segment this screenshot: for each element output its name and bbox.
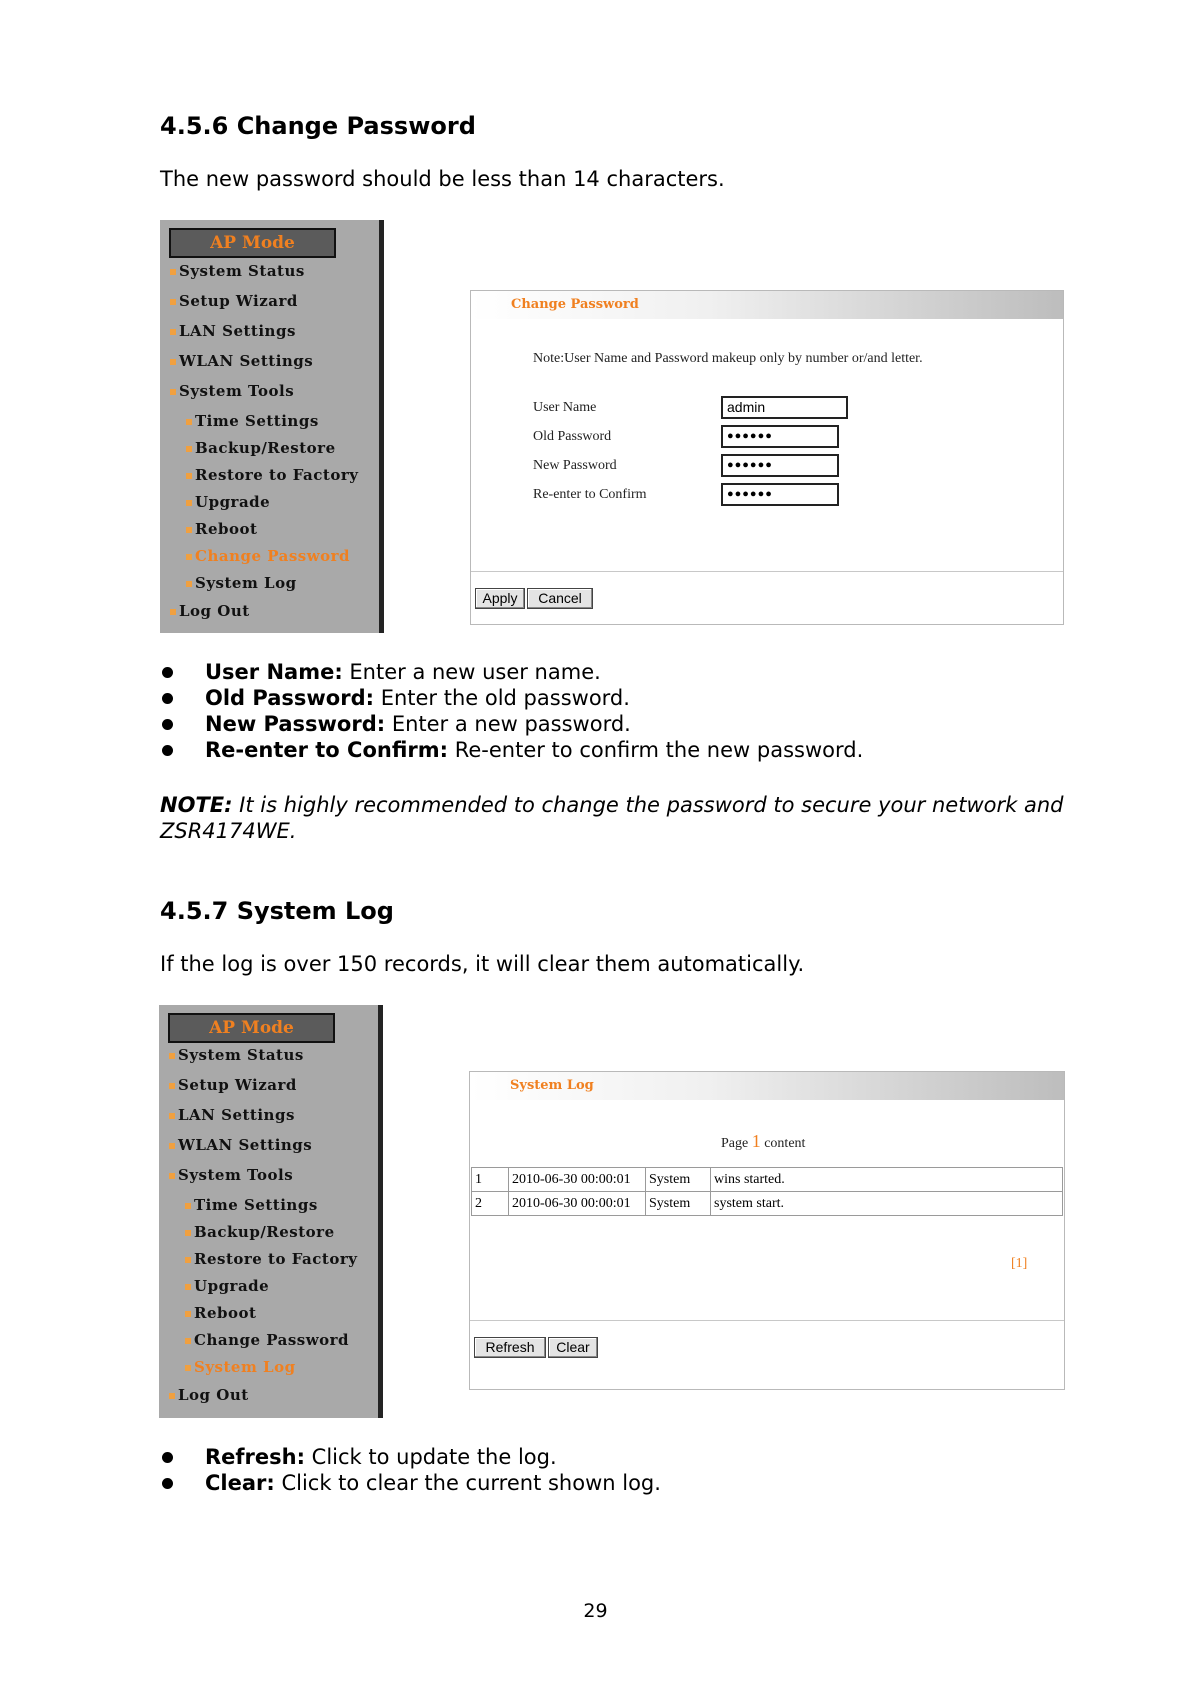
content-area [384,220,1072,633]
menu-item-change-password[interactable]: Change Password [185,1331,349,1349]
list-item: Re-enter to Confirm: Re-enter to confirm the new password. [160,737,1060,763]
menu-item-setup-wizard[interactable]: Setup Wizard [170,292,298,310]
password-note: Note:User Name and Password makeup only by number or/and letter. [533,351,923,366]
mode-title: AP Mode [169,228,336,258]
panel-title: System Log [510,1078,594,1093]
menu-item-change-password[interactable]: Change Password [186,547,350,565]
menu-item-system-log[interactable]: System Log [186,574,297,592]
menu-item-system-log[interactable]: System Log [185,1358,296,1376]
content-area [383,1005,1072,1418]
menu-item-time-settings[interactable]: Time Settings [186,412,319,430]
sidebar-menu [160,220,384,633]
menu-item-lan-settings[interactable]: LAN Settings [170,322,296,340]
list-item: Refresh: Click to update the log. [160,1444,1060,1470]
page-number: 29 [583,1600,608,1622]
screenshot-system-log [159,1005,1072,1418]
new-password-input[interactable]: ●●●●●● [721,454,839,477]
menu-item-system-status[interactable]: System Status [170,262,305,280]
panel-header [471,291,1063,319]
menu-item-system-tools[interactable]: System Tools [169,1166,293,1184]
confirm-password-input[interactable]: ●●●●●● [721,483,839,506]
section-heading-system-log: 4.5.7 System Log [160,897,394,925]
menu-item-system-tools[interactable]: System Tools [170,382,294,400]
menu-item-upgrade[interactable]: Upgrade [186,493,270,511]
menu-item-time-settings[interactable]: Time Settings [185,1196,318,1214]
menu-item-restore-factory[interactable]: Restore to Factory [185,1250,357,1268]
list-item: New Password: Enter a new password. [160,711,1060,737]
note-label: NOTE: [160,793,233,817]
user-name-input[interactable]: admin [721,396,848,419]
menu-item-log-out[interactable]: Log Out [170,602,250,620]
table-row: 1 2010-06-30 00:00:01 System wins started. [472,1168,1063,1192]
list-item: Old Password: Enter the old password. [160,685,1060,711]
section-intro-change-password: The new password should be less than 14 characters. [160,167,725,191]
refresh-button[interactable]: Refresh [474,1337,546,1358]
menu-item-restore-factory[interactable]: Restore to Factory [186,466,358,484]
button-description-list [160,1444,1060,1496]
list-item: Clear: Click to clear the current shown log. [160,1470,1060,1496]
system-log-panel [469,1071,1065,1390]
field-description-list [160,659,1060,763]
table-row: 2 2010-06-30 00:00:01 System system start. [472,1192,1063,1216]
field-label-user-name: User Name [533,400,597,415]
page-indicator: Page 1 content [721,1131,806,1151]
list-item: User Name: Enter a new user name. [160,659,1060,685]
menu-item-reboot[interactable]: Reboot [185,1304,256,1322]
menu-item-system-status[interactable]: System Status [169,1046,304,1064]
change-password-panel [470,290,1064,625]
mode-title: AP Mode [168,1013,335,1043]
menu-item-backup-restore[interactable]: Backup/Restore [185,1223,335,1241]
screenshot-change-password [160,220,1072,633]
menu-item-backup-restore[interactable]: Backup/Restore [186,439,336,457]
log-table [471,1167,1063,1216]
field-label-confirm-password: Re-enter to Confirm [533,487,647,502]
section-intro-system-log: If the log is over 150 records, it will clear them automatically. [160,952,805,976]
clear-button[interactable]: Clear [548,1337,598,1358]
menu-item-lan-settings[interactable]: LAN Settings [169,1106,295,1124]
menu-item-reboot[interactable]: Reboot [186,520,257,538]
field-label-old-password: Old Password [533,429,612,444]
panel-divider [471,571,1063,572]
field-label-new-password: New Password [533,458,617,473]
apply-button[interactable]: Apply [475,588,525,609]
panel-header [470,1072,1064,1100]
menu-item-log-out[interactable]: Log Out [169,1386,249,1404]
menu-item-upgrade[interactable]: Upgrade [185,1277,269,1295]
menu-item-setup-wizard[interactable]: Setup Wizard [169,1076,297,1094]
panel-title: Change Password [511,297,639,312]
section-heading-change-password: 4.5.6 Change Password [160,112,476,140]
pager-link[interactable]: [1] [1011,1256,1028,1271]
menu-item-wlan-settings[interactable]: WLAN Settings [169,1136,312,1154]
panel-divider [470,1320,1064,1321]
note-paragraph: NOTE: It is highly recommended to change the password to secure your network and ZSR4174WE. [160,793,1064,843]
old-password-input[interactable]: ●●●●●● [721,425,839,448]
menu-item-wlan-settings[interactable]: WLAN Settings [170,352,313,370]
cancel-button[interactable]: Cancel [527,588,593,609]
sidebar-menu [159,1005,383,1418]
